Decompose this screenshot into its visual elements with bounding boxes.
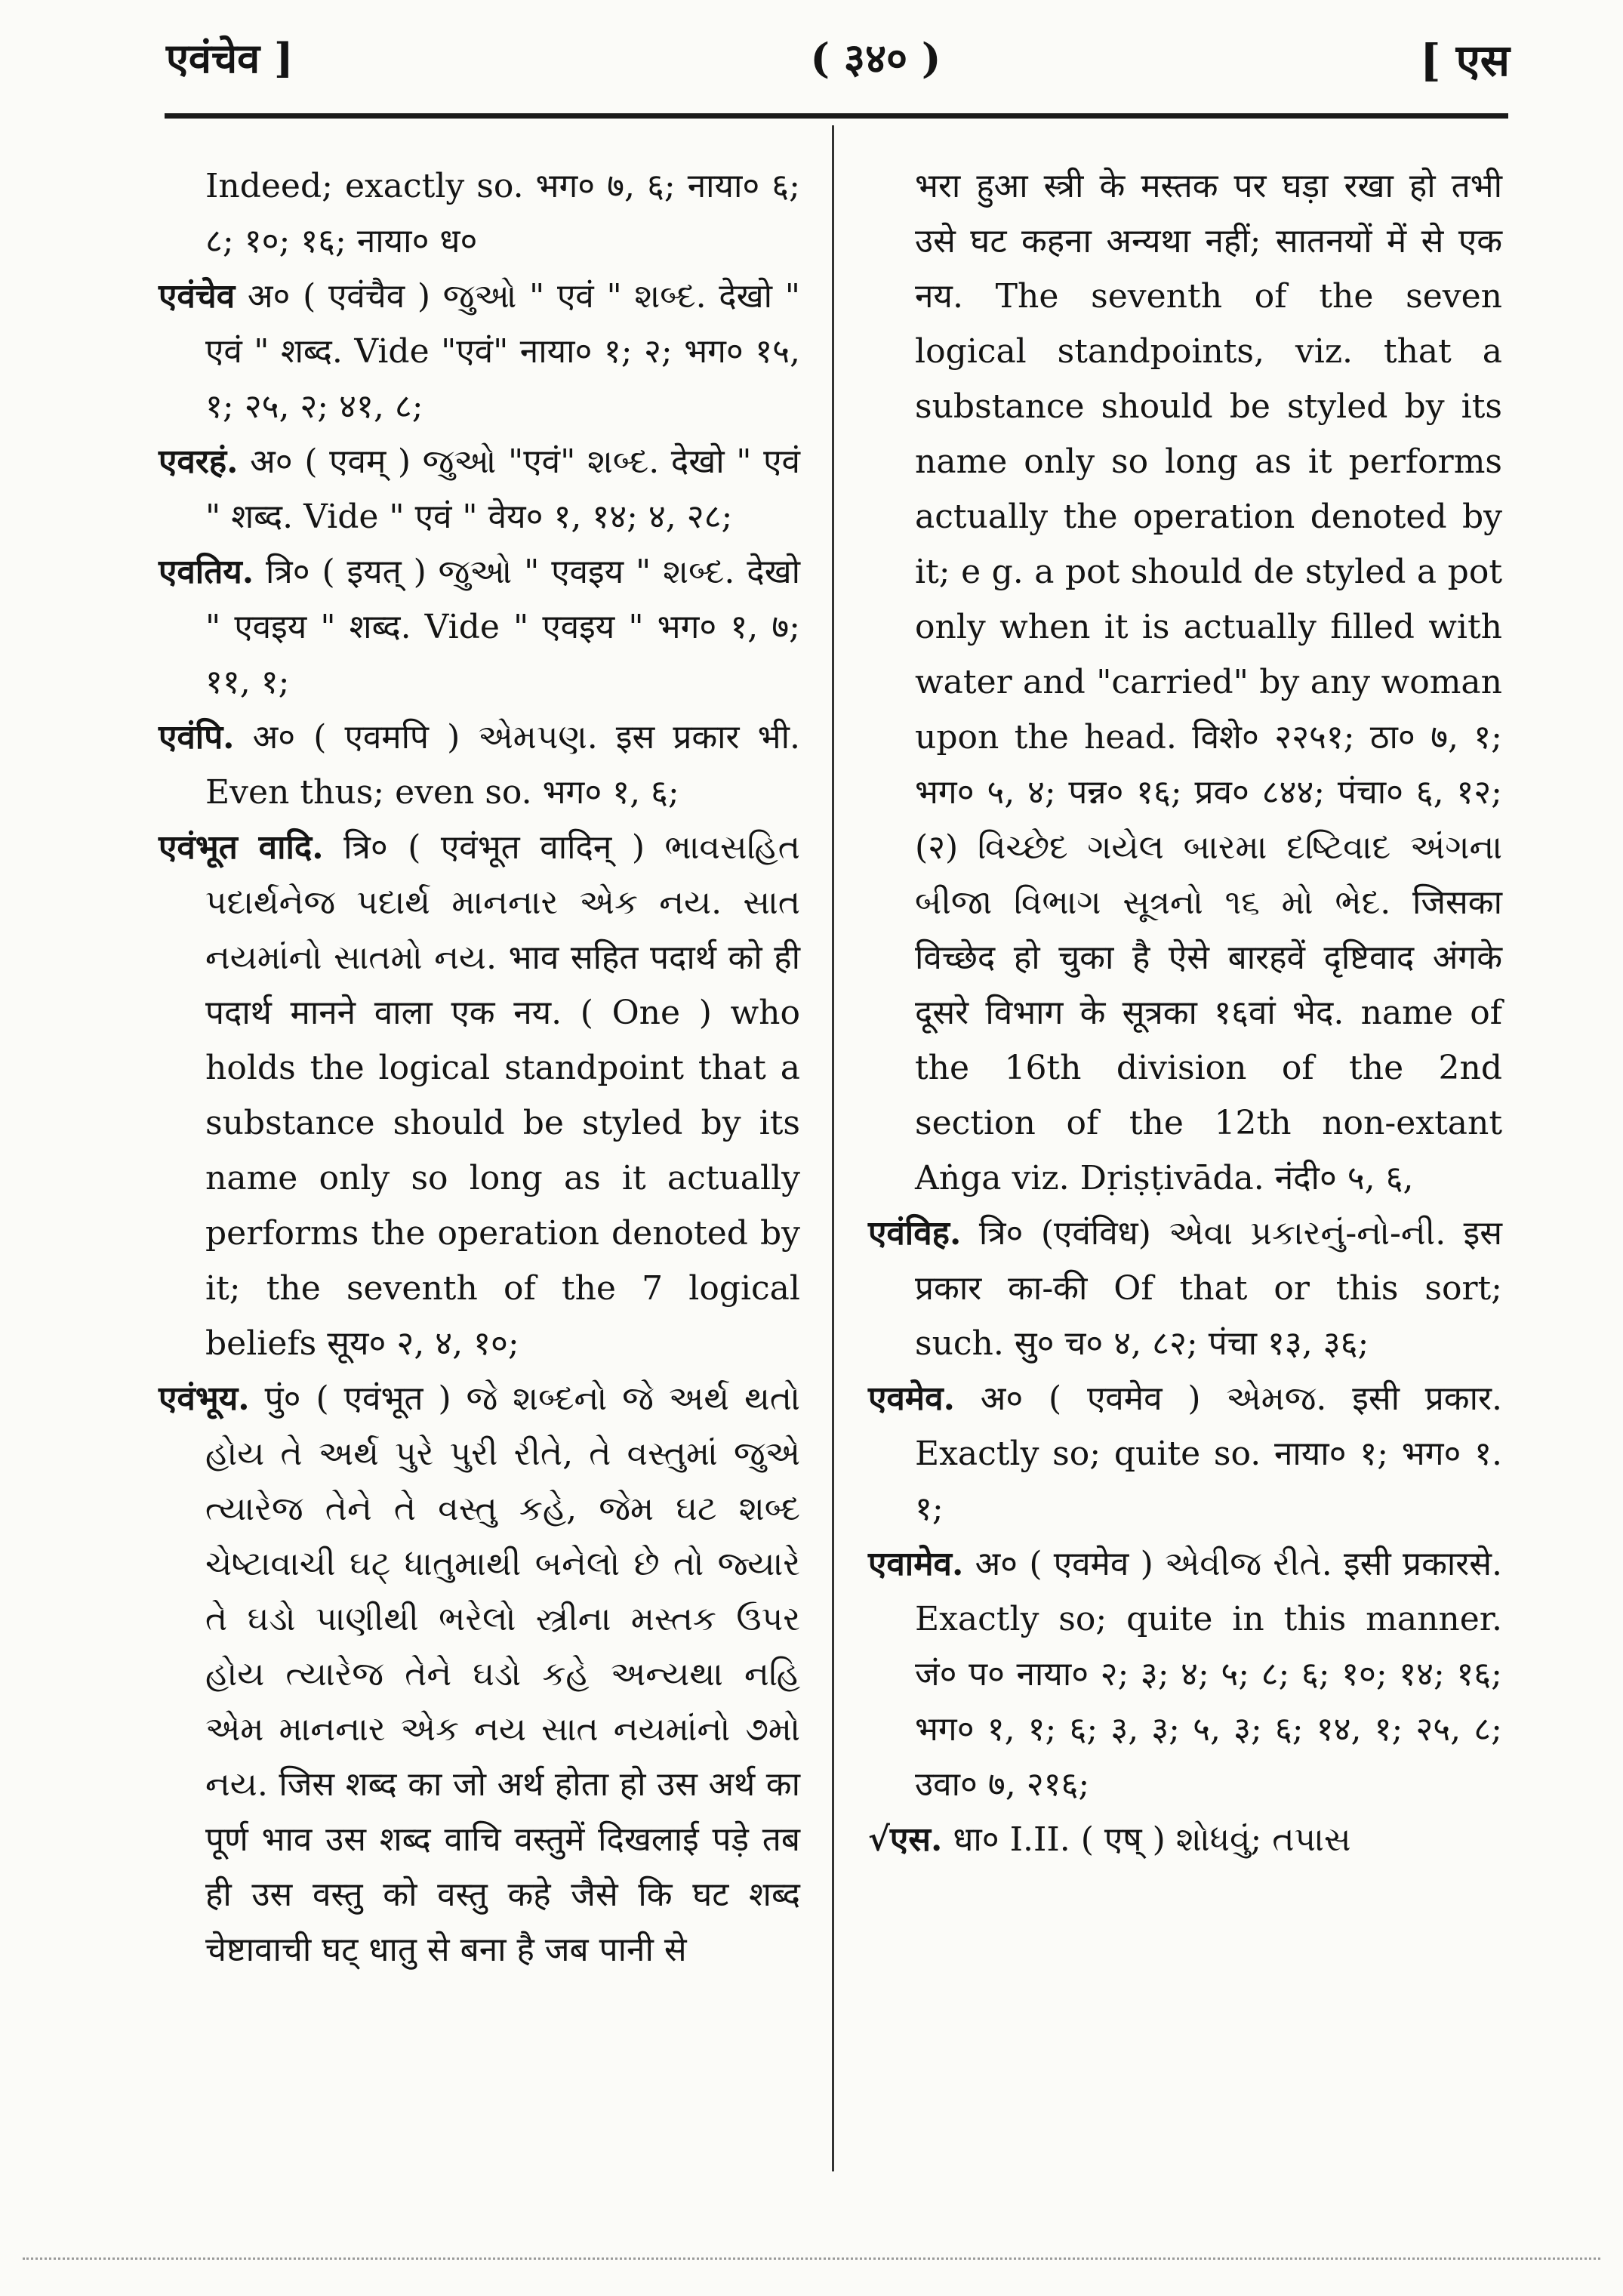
entry-text: अ० ( एवमेव ) એવીજ રીતે. इसी प्रकारसे. Exactly so; quite in this manner. जं० प० नाया० २; ३; ४; ५; ८; ६; १०; १४; १६; भग० १, १; ६; ३, ३; ५, ३; ६; १४, १; २५, ८; उवा० ७, २१६;: [915, 1545, 1502, 1804]
dictionary-entry: [159, 544, 800, 710]
dictionary-entry: [159, 269, 800, 434]
entry-text: भरा हुआ स्त्री के मस्तक पर घड़ा रखा हो तभी उसे घट कहना अन्यथा नहीं; सातनयों में से एक नय. The seventh of the seven logical standpoints, viz. that a substance should be styled by its name only so long as it performs actually the operation denoted by it; e g. a pot should de styled a pot only when it is actually filled with water and "carried" by any woman upon the head. विशे० २२५१; ठा० ७, १; भग० ५, ४; पन्न० १६; प्रव० ८४४; पंचा० ६, १२; (२) વિચ્છેદ ગયેલ બારમા દષ્ટિવાદ અંગના બીજા વિભાગ સૂત્રનો ૧૬ મો ભેદ. जिसका विच्छेद हो चुका है ऐसे बारहवें दृष्टिवाद अंगके दूसरे विभाग के सूत्रका १६वां भेद. name of the 16th division of the 2nd section of the 12th non-extant Aṅga viz. Dṛiṣṭivāda. नंदी० ५, ६,: [915, 167, 1502, 1197]
entry-headword: एवंपि.: [159, 718, 235, 757]
dictionary-entry: [868, 159, 1502, 1206]
entry-text: अ० ( एवमपि ) એમપણ. इस प्रकार भी. Even thus; even so. भग० १, ६;: [205, 718, 800, 812]
entry-text: पुं० ( एवंभूत ) જે શબ્દનો જે અર્થ થતો હોય તે અર્થ પુરે પુરી રીતે, તે વસ્તુમાં જુએ ત્યારેજ તેને તે વસ્તુ કહે, જેમ ઘટ શબ્દ ચેષ્ટાવાચી ઘટ્ ધાતુમાથી બનેલો છે તો જ્યારે તે ઘડો પાણીથી ભરેલો સ્ત્રીના મસ્તક ઉપર હોય ત્યારેજ તેને ઘડો કહે અન્યથા નહિ એમ માનનાર એક નય સાત નયમાંનો ૭મો નય. जिस शब्द का जो अर्थ होता हो उस अर्थ का पूर्ण भाव उस शब्द वाचि वस्तुमें दिखलाई पड़े तब ही उस वस्तु को वस्तु कहे जैसे कि घट शब्द चेष्टावाची घट् धातु से बना है जब पानी से: [205, 1379, 800, 1969]
entry-headword: एवरहं.: [159, 442, 239, 481]
entry-text: त्रि० ( इयत् ) જુઓ " एवइय " શબ્દ. देखो " एवइय " शब्द. Vide " एवइय " भग० १, ७; ११, १;: [205, 553, 800, 701]
entry-headword: √एस.: [868, 1820, 943, 1859]
entry-headword: एवंभूत वादि.: [159, 828, 324, 867]
entry-headword: एवंविह.: [868, 1214, 962, 1253]
dictionary-entry: [159, 820, 800, 1371]
page-number: ( ३४० ): [810, 34, 941, 82]
dictionary-entry: [868, 1812, 1502, 1867]
entry-headword: एवमेव.: [868, 1379, 955, 1418]
header-right-guideword: [ एस: [1420, 35, 1510, 86]
entry-text: अ० ( एवंचैव ) જુઓ " एवं " શબ્દ. देखो " एवं " शब्द. Vide "एवं" नाया० १; २; भग० १५, १; २५, २; ४१, ८;: [205, 277, 800, 426]
column-divider: [832, 125, 834, 2171]
dictionary-entry: [868, 1371, 1502, 1536]
dictionary-entry: [159, 710, 800, 820]
entry-text: त्रि० ( एवंभूत वादिन् ) ભાવસહિત પદાર્થનેજ પદાર્થ માનનાર એક નય. સાત નયમાંનો સાતમો નય. भाव सहित पदार्थ को ही पदार्थ मानने वाला एक नय. ( One ) who holds the logical standpoint that a substance should be styled by its name only so long as it actually performs the operation denoted by it; the seventh of the 7 logical beliefs सूय० २, ४, १०;: [205, 828, 800, 1363]
bottom-scan-edge: [23, 2257, 1600, 2260]
dictionary-entry: [159, 159, 800, 269]
entry-text: धा० I.II. ( एष् ) શોધવું; તપાસ: [953, 1820, 1351, 1859]
entry-text: Indeed; exactly so. भग० ७, ६; नाया० ६; ८; १०; १६; नाया० ध०: [205, 167, 800, 260]
dictionary-entry: [868, 1206, 1502, 1371]
entry-text: अ० ( एवम् ) જુઓ "एवं" શબ્દ. देखो " एवं " शब्द. Vide " एवं " वेय० १, १४; ४, २८;: [205, 442, 800, 536]
header-rule: [165, 113, 1508, 119]
entry-headword: एवंचेव: [159, 277, 236, 316]
entry-headword: एवंभूय.: [159, 1379, 250, 1418]
dictionary-entry: [159, 434, 800, 544]
dictionary-entry: [868, 1536, 1502, 1812]
entry-text: त्रि० (एवंविध) એવા પ્રકારનું-નો-ની. इस प्रकार का-की Of that or this sort; such. सु० च० ४, ८२; पंचा १३, ३६;: [915, 1214, 1502, 1363]
page-header: [166, 29, 1510, 97]
dictionary-entry: [159, 1371, 800, 1977]
left-column: [159, 159, 800, 1977]
header-left-guideword: एवंचेव ]: [166, 34, 294, 82]
entry-headword: एवामेव.: [868, 1545, 964, 1583]
entry-text: अ० ( एवमेव ) એમજ. इसी प्रकार. Exactly so; quite so. नाया० १; भग० १. १;: [915, 1379, 1502, 1528]
entry-headword: एवतिय.: [159, 553, 254, 591]
right-column: [868, 159, 1502, 1867]
